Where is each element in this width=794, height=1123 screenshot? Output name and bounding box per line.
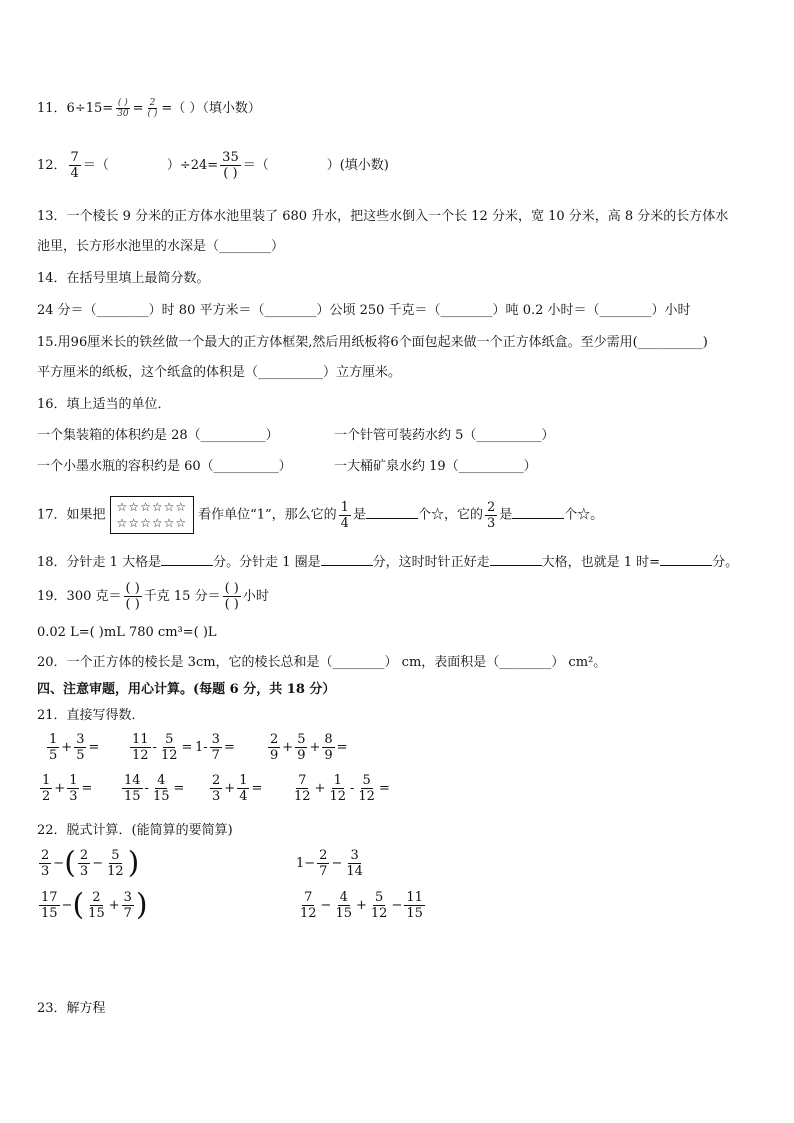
expr: 1− $\frac{2}{7}$ − $\frac{3}{14}$ [296,848,363,879]
blank [490,551,542,566]
expr: $\frac{17}{15}$ −( $\frac{2}{15}$ + $\frac{3}{7}$ ) [41,887,148,923]
question-16-d: 一大桶矿泉水约 19（__________） [334,459,537,474]
blank [366,504,418,519]
expr: $\frac{2}{9}$ + $\frac{5}{9}$ + $\frac{8}{9}$ = [270,732,348,763]
question-14-line: 24 分＝（________）时 80 平方米＝（________）公顷 250 千克＝（________）吨 0.2 小时＝（________）小时 [37,303,691,318]
expr: $\frac{7}{12}$ + $\frac{1}{12}$ - $\frac{5}{12}$ = [294,773,390,804]
question-20: 20．一个正方体的棱长是 3cm，它的棱长总和是（________） cm，表面积是（________） cm²。 [37,655,607,670]
expr: $\frac{14}{15}$ - $\frac{4}{15}$ = [124,773,185,804]
expr: $\frac{2}{3}$ + $\frac{1}{4}$ = [212,773,263,804]
fraction: $\frac{7}{4}$ [70,150,79,181]
expr: 1- $\frac{3}{7}$ = [195,732,235,763]
fraction: $\frac{( )}{30}$ [117,98,129,119]
section-4-title: 四、注意审题，用心计算。(每题 6 分，共 18 分） [37,682,336,697]
question-18: 18．分针走 1 大格是 分。分针走 1 圈是 分，这时时针正好走 大格，也就是 1 时= 分。 [37,551,738,572]
question-16-c: 一个小墨水瓶的容积约是 60（__________） [37,459,292,474]
question-15-line2: 平方厘米的纸板，这个纸盒的体积是（__________）立方厘米。 [37,365,402,380]
question-19-line2: 0.02 L=( )mL 780 cm³=( )L [37,625,217,640]
expr: $\frac{11}{12}$ - $\frac{5}{12}$ = [132,732,193,763]
question-22-title: 22．脱式计算．(能简算的要简算) [37,823,233,838]
fraction: $\frac{2}{( )}$ [147,98,158,119]
fraction: $\frac{( )}{( )}$ [125,581,140,612]
question-16-title: 16．填上适当的单位． [37,397,171,412]
question-13-line1: 13．一个棱长 9 分米的正方体水池里装了 680 升水，把这些水倒入一个长 12 分米，宽 10 分米，高 8 分米的长方体水 [37,209,729,224]
blank [161,551,213,566]
blank [512,504,564,519]
question-21-title: 21．直接写得数． [37,708,145,723]
question-23-title: 23．解方程 [37,1001,106,1016]
question-15-line1: 15.用96厘米长的铁丝做一个最大的正方体框架,然后用纸板将6个面包起来做一个正方体纸盒。至少需用(__________) [37,335,708,350]
fraction: $\frac{35}{( )}$ [222,150,239,181]
fraction: $\frac{1}{4}$ [340,499,349,531]
expr: $\frac{1}{5}$ + $\frac{3}{5}$ = [49,732,100,763]
question-13-line2: 池里，长方形水池里的水深是（________） [37,239,285,254]
question-11: 11．6÷15= $\frac{( )}{30}$ = $\frac{2}{( )}$ =（ ）（填小数） [37,98,261,119]
expr: $\frac{2}{3}$ −( $\frac{2}{3}$ − $\frac{5}{12}$ ) [41,845,140,881]
blank [660,551,712,566]
question-19: 19．300 克＝ $\frac{( )}{( )}$ 千克 15 分＝ $\frac{( )}{( )}$ 小时 [37,581,269,612]
question-16-b: 一个针管可装药水约 5（__________） [334,428,555,443]
fraction: $\frac{( )}{( )}$ [224,581,239,612]
question-17: 17．如果把 ☆☆☆☆☆☆ ☆☆☆☆☆☆ 看作单位“1”，那么它的 $\frac{1}{4}$ 是 个☆，它的 $\frac{2}{3}$ 是 个☆。 [37,496,603,534]
fraction: $\frac{2}{3}$ [486,499,496,531]
expr: $\frac{1}{2}$ + $\frac{1}{3}$ = [42,773,93,804]
blank [321,551,373,566]
question-16-a: 一个集装箱的体积约是 28（__________） [37,428,279,443]
star-box: ☆☆☆☆☆☆ ☆☆☆☆☆☆ [110,496,195,534]
question-12: 12． $\frac{7}{4}$ ＝（ ）÷24= $\frac{35}{( )}$ ＝（ ）(填小数) [37,150,389,181]
question-14-title: 14．在括号里填上最简分数。 [37,271,210,286]
expr: $\frac{7}{12}$ − $\frac{4}{15}$ + $\frac{5}{12}$ − $\frac{11}{15}$ [300,890,423,921]
